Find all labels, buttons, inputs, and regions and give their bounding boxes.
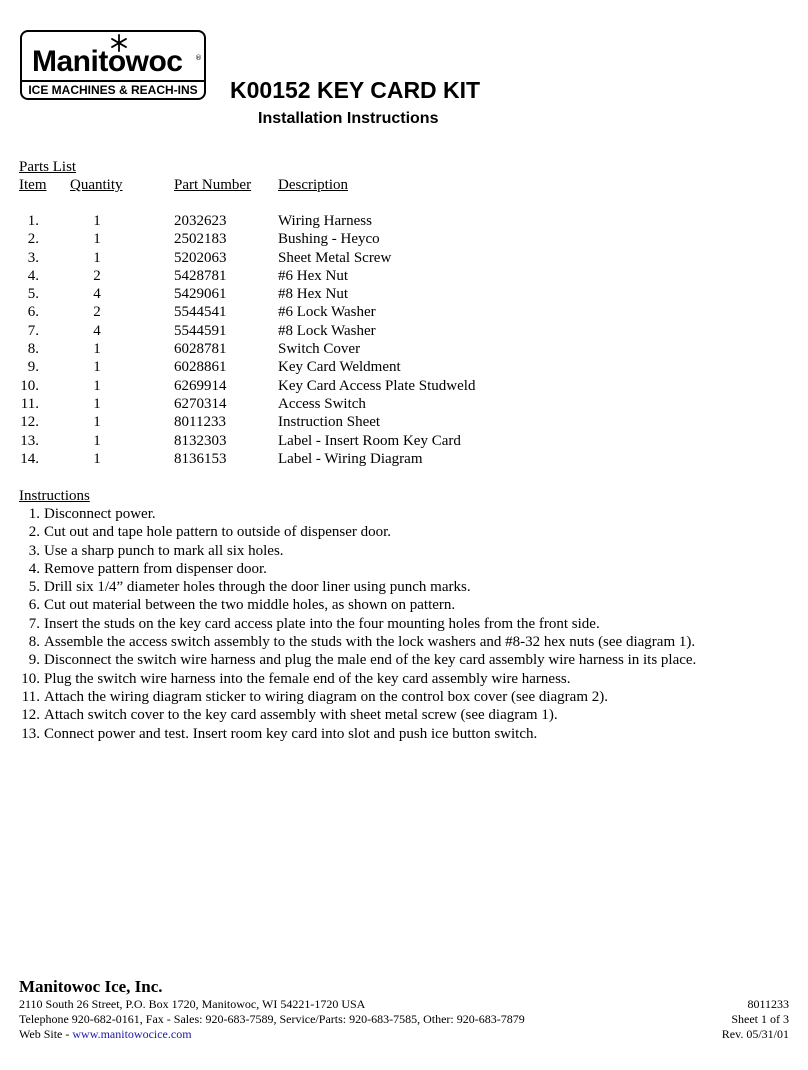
description: Switch Cover (278, 341, 361, 358)
step-text: Disconnect the switch wire harness and plug the male end of the key card assembly wire harness in its place. (44, 652, 697, 669)
item-number: 11. (20, 395, 39, 412)
table-row (0, 432, 808, 450)
step-text: Assemble the access switch assembly to the studs with the lock washers and #8-32 hex nuts (see diagram 1). (44, 634, 696, 651)
revision-date: Rev. 05/31/01 (721, 1027, 789, 1041)
instruction-step (0, 560, 808, 578)
part-number: 2032623 (174, 213, 227, 229)
item-number: 5. (27, 286, 39, 303)
item-number: 13. (20, 432, 39, 449)
step-number: 8. (28, 634, 40, 651)
part-number: 5544591 (174, 322, 227, 339)
step-text: Cut out material between the two middle holes, as shown on pattern. (44, 597, 456, 614)
quantity: 1 (93, 249, 101, 266)
instruction-step (0, 578, 808, 596)
step-number: 5. (28, 579, 40, 596)
website-label: Web Site - (19, 1027, 73, 1041)
quantity: 1 (93, 395, 101, 412)
column-header-item: Item (19, 177, 47, 193)
description: #6 Hex Nut (278, 267, 348, 284)
website-link[interactable]: www.manitowocice.com (72, 1027, 192, 1041)
table-row (0, 377, 808, 395)
website-line (19, 1027, 192, 1042)
instruction-step (0, 505, 808, 523)
parts-list-heading: Parts List (19, 159, 77, 175)
item-number: 8. (27, 341, 39, 358)
quantity: 1 (93, 377, 101, 394)
company-address: 2110 South 26 Street, P.O. Box 1720, Manitowoc, WI 54221-1720 USA (19, 997, 366, 1011)
instructions-heading: Instructions (19, 488, 90, 504)
description: Label - Wiring Diagram (278, 450, 423, 467)
item-number: 9. (27, 359, 39, 376)
instruction-step (0, 633, 808, 651)
column-header-part-number: Part Number (174, 177, 252, 193)
instruction-step (0, 688, 808, 706)
table-row (0, 303, 808, 321)
item-number: 7. (27, 322, 39, 339)
step-text: Attach the wiring diagram sticker to wiring diagram on the control box cover (see diagram 2). (44, 688, 608, 705)
item-number: 3. (27, 249, 39, 266)
description: Key Card Weldment (278, 359, 401, 376)
table-row (0, 395, 808, 413)
sheet-number: Sheet 1 of 3 (731, 1012, 789, 1026)
instruction-step (0, 725, 808, 743)
description: Instruction Sheet (278, 414, 381, 431)
step-text: Drill six 1/4” diameter holes through the door liner using punch marks. (44, 579, 471, 596)
part-number: 8136153 (174, 450, 227, 467)
table-row (0, 340, 808, 358)
quantity: 4 (93, 286, 101, 303)
item-number: 4. (27, 267, 39, 284)
description: #8 Lock Washer (278, 322, 376, 339)
step-number: 6. (28, 597, 40, 614)
description: Label - Insert Room Key Card (278, 432, 461, 449)
quantity: 2 (93, 304, 101, 321)
part-number: 5202063 (174, 249, 227, 266)
part-number: 6270314 (174, 395, 227, 412)
page-subtitle: Installation Instructions (258, 110, 439, 127)
step-text: Cut out and tape hole pattern to outside of dispenser door. (44, 524, 392, 541)
instruction-step (0, 651, 808, 669)
instruction-step (0, 706, 808, 724)
quantity: 1 (93, 432, 101, 449)
description: #8 Hex Nut (278, 286, 348, 303)
logo-wordmark: Manitowoc (32, 45, 183, 78)
step-text: Attach switch cover to the key card assembly with sheet metal screw (see diagram 1). (44, 707, 558, 724)
step-number: 9. (28, 652, 40, 669)
table-row (0, 267, 808, 285)
instructions-list (0, 505, 808, 743)
table-row (0, 249, 808, 267)
item-number: 1. (27, 213, 39, 229)
step-text: Remove pattern from dispenser door. (44, 560, 267, 577)
quantity: 4 (93, 322, 101, 339)
step-text: Connect power and test. Insert room key card into slot and push ice button switch. (44, 725, 538, 742)
logo-tagline: ICE MACHINES & REACH-INS (28, 83, 198, 97)
quantity: 1 (93, 450, 101, 467)
step-number: 1. (28, 506, 40, 522)
column-header-description: Description (278, 177, 348, 193)
quantity: 1 (93, 414, 101, 431)
description: Access Switch (278, 395, 366, 412)
step-number: 10. (21, 670, 40, 687)
description: Key Card Access Plate Studweld (278, 377, 476, 394)
quantity: 1 (93, 231, 101, 248)
part-number: 5428781 (174, 267, 227, 284)
table-row (0, 450, 808, 468)
step-number: 11. (21, 688, 40, 705)
step-text: Plug the switch wire harness into the female end of the key card assembly wire harness. (44, 670, 571, 687)
description: Sheet Metal Screw (278, 249, 392, 266)
company-phones: Telephone 920-682-0161, Fax - Sales: 920-683-7589, Service/Parts: 920-683-7585, Other: 920-683-7879 (19, 1012, 525, 1026)
document-number: 8011233 (747, 997, 789, 1011)
step-number: 2. (28, 524, 40, 541)
quantity: 1 (93, 213, 101, 229)
table-row (0, 413, 808, 431)
quantity: 1 (93, 359, 101, 376)
table-row (0, 230, 808, 248)
part-number: 6028781 (174, 341, 227, 358)
step-text: Use a sharp punch to mark all six holes. (44, 542, 284, 559)
step-number: 13. (21, 725, 40, 742)
logo-divider (22, 80, 204, 82)
part-number: 8132303 (174, 432, 227, 449)
description: #6 Lock Washer (278, 304, 376, 321)
instruction-step (0, 542, 808, 560)
table-row (0, 322, 808, 340)
quantity: 1 (93, 341, 101, 358)
table-row (0, 212, 808, 230)
registered-mark: ® (195, 54, 202, 62)
item-number: 6. (27, 304, 39, 321)
instruction-step (0, 670, 808, 688)
instruction-step (0, 596, 808, 614)
manitowoc-logo (20, 30, 206, 100)
item-number: 14. (20, 450, 39, 467)
instruction-step (0, 615, 808, 633)
part-number: 5429061 (174, 286, 227, 303)
step-number: 4. (28, 560, 40, 577)
item-number: 2. (27, 231, 39, 248)
description: Bushing - Heyco (278, 231, 380, 248)
description: Wiring Harness (278, 213, 372, 229)
item-number: 12. (20, 414, 39, 431)
step-text: Disconnect power. (44, 506, 156, 522)
part-number: 5544541 (174, 304, 227, 321)
column-header-quantity: Quantity (70, 177, 123, 193)
company-name: Manitowoc Ice, Inc. (19, 977, 163, 996)
quantity: 2 (93, 267, 101, 284)
step-text: Insert the studs on the key card access plate into the four mounting holes from the front side. (44, 615, 600, 632)
instruction-step (0, 523, 808, 541)
part-number: 8011233 (174, 414, 226, 431)
parts-table (0, 212, 808, 468)
part-number: 6269914 (174, 377, 227, 394)
page-title: K00152 KEY CARD KIT (230, 77, 481, 103)
part-number: 6028861 (174, 359, 227, 376)
table-row (0, 358, 808, 376)
step-number: 3. (28, 542, 40, 559)
step-number: 7. (28, 615, 40, 632)
part-number: 2502183 (174, 231, 227, 248)
step-number: 12. (21, 707, 40, 724)
item-number: 10. (20, 377, 39, 394)
table-row (0, 285, 808, 303)
